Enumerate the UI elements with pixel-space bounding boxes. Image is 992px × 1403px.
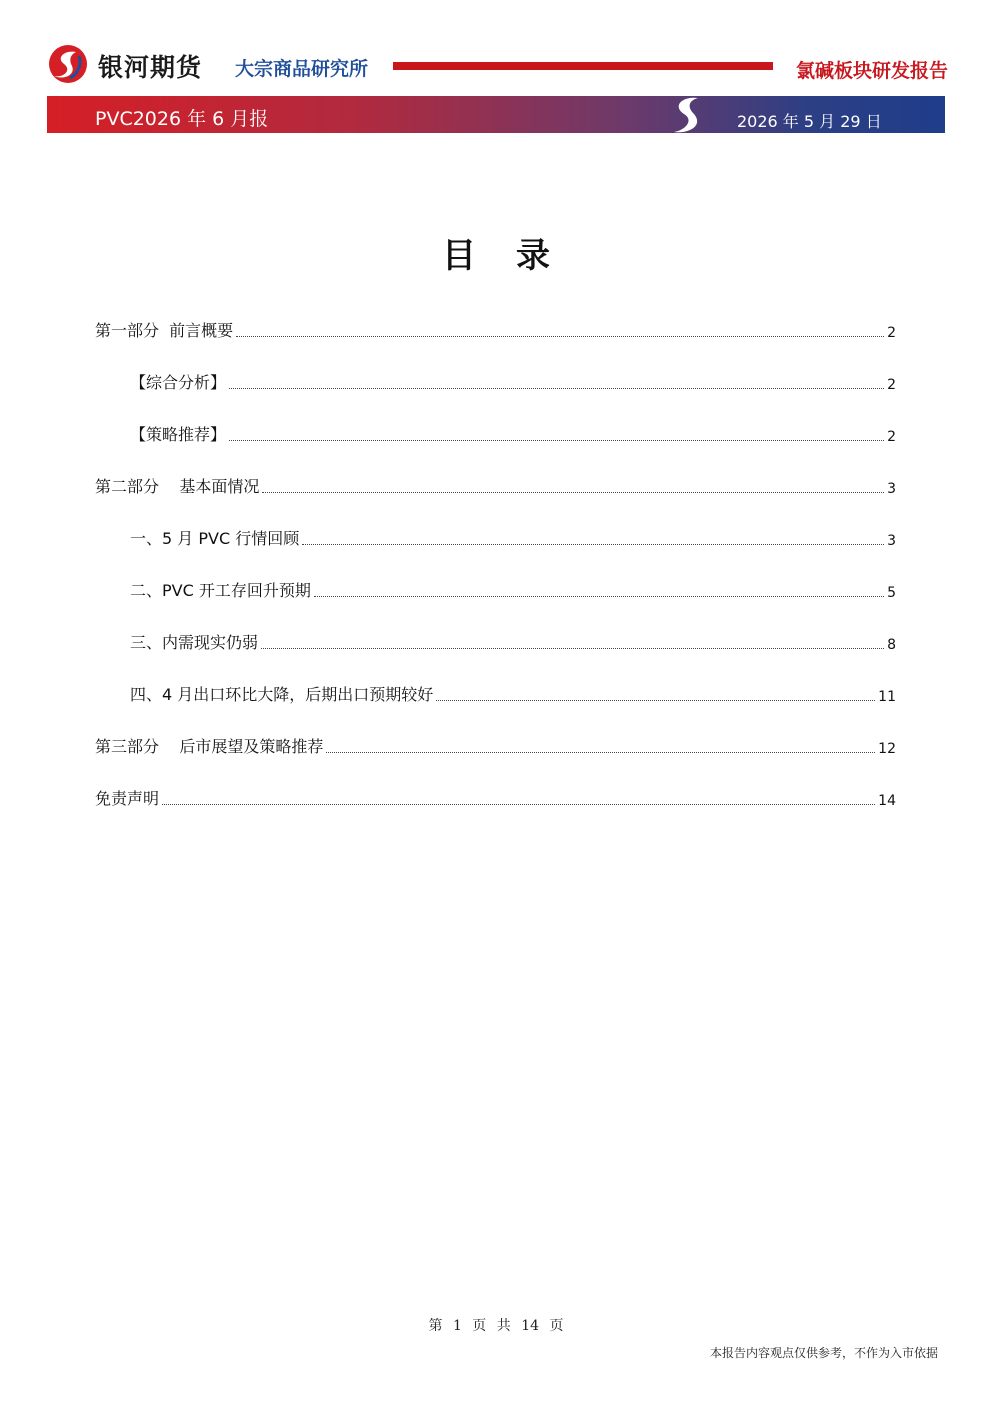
footer-disclaimer-note: 本报告内容观点仅供参考，不作为入市依据 — [709, 1346, 938, 1360]
toc-entry-label: 【综合分析】 — [130, 373, 227, 392]
toc-entry[interactable] — [130, 630, 896, 653]
toc-entry[interactable] — [130, 370, 896, 393]
toc-leader-dots — [314, 596, 884, 597]
galaxy-futures-logo-icon — [46, 44, 90, 84]
toc-entry-page: 5 — [887, 585, 896, 601]
toc-leader-dots — [236, 336, 884, 337]
toc-entry-page: 2 — [887, 325, 896, 341]
swoosh-icon — [668, 96, 708, 134]
toc-entry-page: 2 — [887, 377, 896, 393]
toc-entry[interactable] — [95, 318, 896, 341]
toc-leader-dots — [262, 492, 884, 493]
toc-title: 目录 — [442, 236, 590, 276]
header-divider — [393, 62, 773, 70]
page-counter: 第 1 页 共 14 页 — [428, 1318, 564, 1334]
brand-name: 银河期货 — [98, 53, 203, 82]
toc-entry-label: 第二部分 基本面情况 — [95, 477, 260, 496]
toc-entry-label: 四、4 月出口环比大降，后期出口预期较好 — [130, 685, 434, 704]
toc-entry[interactable] — [95, 474, 896, 497]
toc-entry-label: 一、5 月 PVC 行情回顾 — [130, 529, 300, 548]
toc-entry-label: 三、内需现实仍弱 — [130, 633, 259, 652]
toc-leader-dots — [162, 804, 875, 805]
report-type: 氯碱板块研发报告 — [795, 60, 948, 82]
toc-entry-label: 第一部分 前言概要 — [95, 321, 234, 340]
toc-leader-dots — [229, 440, 884, 441]
toc-leader-dots — [326, 752, 875, 753]
toc-entry-page: 2 — [887, 429, 896, 445]
toc-entry-label: 【策略推荐】 — [130, 425, 227, 444]
toc-entry-label: 免责声明 — [95, 789, 160, 808]
toc-entry[interactable] — [95, 786, 896, 809]
toc-entry[interactable] — [130, 682, 896, 705]
toc-entry-label: 第三部分 后市展望及策略推荐 — [95, 737, 324, 756]
toc-leader-dots — [261, 648, 884, 649]
toc-entry-page: 3 — [887, 481, 896, 497]
toc-leader-dots — [436, 700, 875, 701]
toc-entry[interactable] — [95, 734, 896, 757]
toc-entry[interactable] — [130, 526, 896, 549]
toc-entry-label: 二、PVC 开工存回升预期 — [130, 581, 311, 600]
toc-entry-page: 14 — [878, 793, 896, 809]
toc-entry-page: 12 — [878, 741, 896, 757]
toc-leader-dots — [302, 544, 884, 545]
report-date: 2026 年 5 月 29 日 — [737, 112, 882, 131]
toc-leader-dots — [229, 388, 884, 389]
institute-name: 大宗商品研究所 — [235, 58, 369, 80]
report-title: PVC2026 年 6 月报 — [95, 108, 269, 130]
toc-entry-page: 11 — [878, 689, 896, 705]
toc-entry-page: 8 — [887, 637, 896, 653]
toc-entry[interactable] — [130, 578, 896, 601]
toc-entry-page: 3 — [887, 533, 896, 549]
toc-entry[interactable] — [130, 422, 896, 445]
